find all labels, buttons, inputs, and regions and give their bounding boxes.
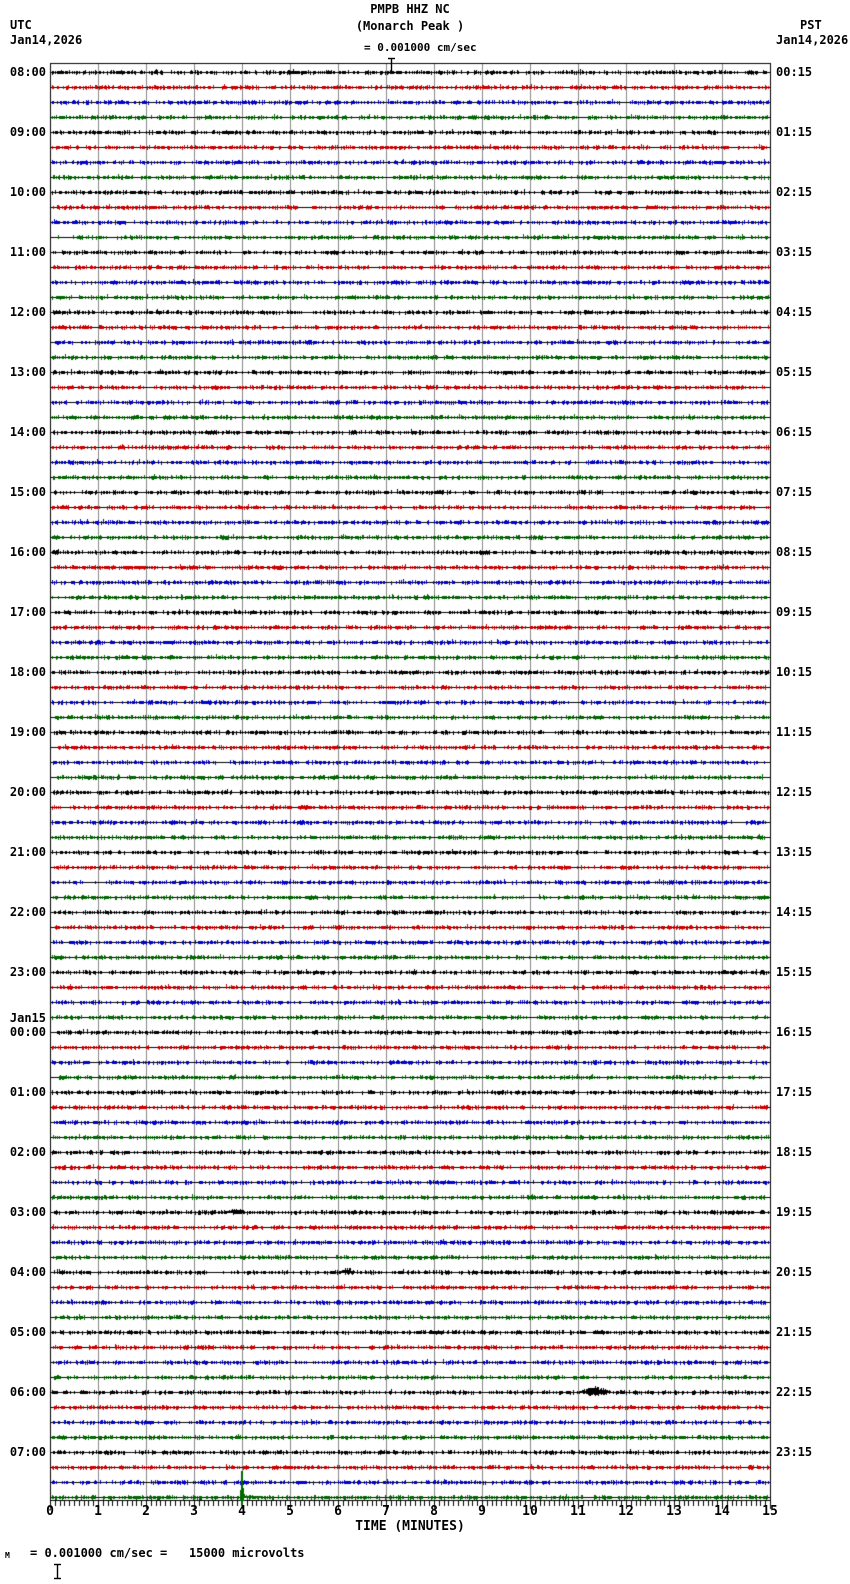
station-title: PMPB HHZ NC (370, 2, 450, 16)
utc-hour-label: 06:00 (9, 1385, 46, 1399)
pst-hour-label: 02:15 (776, 185, 813, 199)
pst-hour-label: 21:15 (776, 1325, 813, 1339)
pst-hour-label: 23:15 (776, 1445, 813, 1459)
axis-tick-label: 6 (334, 1504, 342, 1519)
pst-hour-label: 20:15 (776, 1265, 813, 1279)
station-location: (Monarch Peak ) (355, 19, 465, 33)
pst-hour-label: 10:15 (776, 665, 813, 679)
pst-hour-label: 17:15 (776, 1085, 813, 1099)
pst-hour-label: 01:15 (776, 125, 813, 139)
utc-hour-label: 03:00 (9, 1205, 46, 1219)
axis-tick-label: 15 (762, 1504, 778, 1519)
utc-hour-label: 02:00 (9, 1145, 46, 1159)
pst-hour-label: 12:15 (776, 785, 813, 799)
axis-tick-label: 8 (430, 1504, 438, 1519)
pst-hour-label: 13:15 (776, 845, 813, 859)
utc-hour-label: 21:00 (9, 845, 46, 859)
pst-hour-label: 09:15 (776, 605, 813, 619)
pst-hour-label: 18:15 (776, 1145, 813, 1159)
utc-date-break-label: Jan15 (9, 1011, 46, 1025)
utc-hour-label: 11:00 (9, 245, 46, 259)
footer-scale-text: = 0.001000 cm/sec = 15000 microvolts (30, 1546, 305, 1560)
utc-hour-label: 14:00 (9, 425, 46, 439)
footer-prefix: M (5, 1551, 10, 1560)
utc-hour-label: 00:00 (9, 1025, 46, 1039)
axis-tick-label: 10 (522, 1504, 538, 1519)
utc-hour-label: 19:00 (9, 725, 46, 739)
axis-tick-label: 13 (666, 1504, 682, 1519)
pst-hour-label: 03:15 (776, 245, 813, 259)
utc-hour-label: 18:00 (9, 665, 46, 679)
axis-tick-label: 12 (618, 1504, 634, 1519)
utc-hour-label: 13:00 (9, 365, 46, 379)
utc-hour-label: 04:00 (9, 1265, 46, 1279)
utc-date-label: Jan14,2026 (10, 33, 83, 47)
axis-tick-label: 7 (382, 1504, 390, 1519)
axis-tick-label: 0 (46, 1504, 54, 1519)
pst-hour-label: 11:15 (776, 725, 813, 739)
pst-hour-label: 04:15 (776, 305, 813, 319)
pst-hour-label: 22:15 (776, 1385, 813, 1399)
utc-hour-label: 05:00 (9, 1325, 46, 1339)
pst-hour-label: 19:15 (776, 1205, 813, 1219)
utc-hour-label: 08:00 (9, 65, 46, 79)
utc-hour-label: 12:00 (9, 305, 46, 319)
axis-tick-label: 11 (570, 1504, 586, 1519)
pst-hour-label: 06:15 (776, 425, 813, 439)
utc-hour-label: 07:00 (9, 1445, 46, 1459)
axis-tick-label: 9 (478, 1504, 486, 1519)
utc-hour-label: 16:00 (9, 545, 46, 559)
axis-tick-label: 4 (238, 1504, 246, 1519)
utc-timezone-label: UTC (10, 18, 32, 32)
utc-hour-label: 10:00 (9, 185, 46, 199)
pst-hour-label: 05:15 (776, 365, 813, 379)
pst-hour-label: 15:15 (776, 965, 813, 979)
utc-hour-label: 09:00 (9, 125, 46, 139)
axis-tick-label: 2 (142, 1504, 150, 1519)
utc-hour-label: 01:00 (9, 1085, 46, 1099)
axis-tick-label: 1 (94, 1504, 102, 1519)
axis-tick-label: 14 (714, 1504, 730, 1519)
pst-hour-label: 14:15 (776, 905, 813, 919)
axis-tick-label: 5 (286, 1504, 294, 1519)
axis-title: TIME (MINUTES) (355, 1519, 465, 1534)
header-scale-text: = 0.001000 cm/sec (364, 41, 477, 54)
utc-hour-label: 15:00 (9, 485, 46, 499)
pst-hour-label: 00:15 (776, 65, 813, 79)
pst-hour-label: 08:15 (776, 545, 813, 559)
pst-hour-label: 07:15 (776, 485, 813, 499)
utc-hour-label: 20:00 (9, 785, 46, 799)
utc-hour-label: 17:00 (9, 605, 46, 619)
axis-tick-label: 3 (190, 1504, 198, 1519)
pst-date-label: Jan14,2026 (776, 33, 849, 47)
pst-timezone-label: PST (800, 18, 822, 32)
utc-hour-label: 23:00 (9, 965, 46, 979)
pst-hour-label: 16:15 (776, 1025, 813, 1039)
utc-hour-label: 22:00 (9, 905, 46, 919)
